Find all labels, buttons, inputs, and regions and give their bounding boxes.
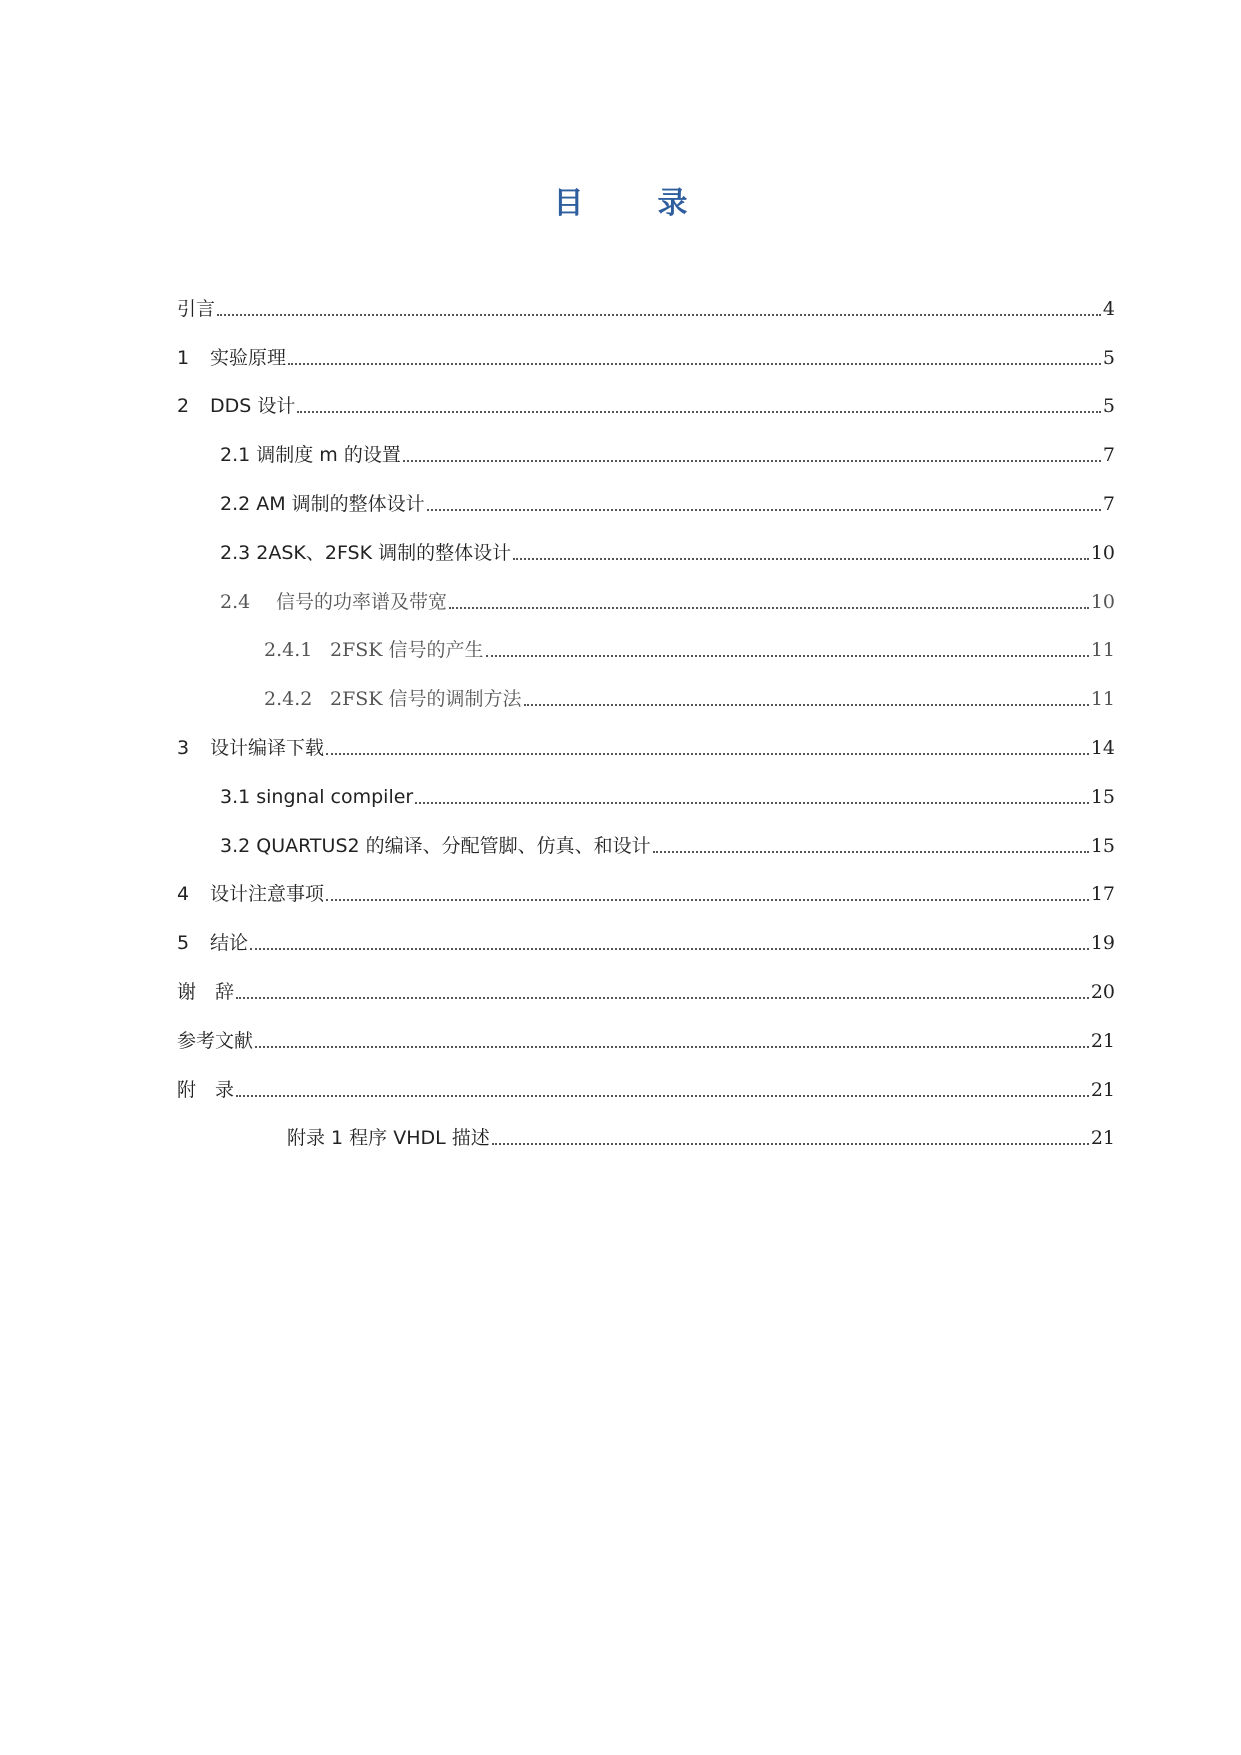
toc-entry-label: 设计注意事项 (210, 883, 325, 906)
toc-leader-dots (403, 460, 1101, 462)
toc-entry-label: 信号的功率谱及带宽 (276, 590, 448, 613)
toc-entry-appendix-1[interactable] (177, 1100, 1115, 1149)
toc-page-number: 7 (1102, 492, 1115, 515)
toc-leader-dots (288, 363, 1101, 365)
toc-leader-dots (217, 314, 1101, 316)
toc-entry-label: DDS 设计 (210, 395, 296, 418)
toc-page-number: 7 (1102, 444, 1115, 467)
toc-page-number: 5 (1102, 395, 1115, 418)
toc-entry-number: 2.4.2 (264, 688, 313, 711)
toc-entry-references[interactable] (177, 1002, 1115, 1051)
toc-entry-label: 3.1 singnal compiler (220, 785, 414, 808)
toc-entry-dds-design[interactable] (177, 368, 1115, 417)
toc-entry-compile-download[interactable] (177, 709, 1115, 758)
toc-leader-dots (653, 851, 1089, 853)
toc-entry-introduction[interactable] (177, 270, 1115, 319)
toc-entry-label: 附 录 (177, 1078, 235, 1101)
toc-entry-2-4-1[interactable] (177, 612, 1115, 661)
toc-entry-label: 谢 辞 (177, 980, 235, 1003)
toc-entry-label: 结论 (210, 932, 249, 955)
toc-page-number: 10 (1090, 541, 1115, 564)
toc-entry-appendix[interactable] (177, 1051, 1115, 1100)
toc-page-number: 19 (1090, 932, 1115, 955)
toc-entry-2-1[interactable] (177, 416, 1115, 465)
toc-entry-label: 2FSK 信号的调制方法 (330, 688, 522, 711)
toc-page-number: 14 (1090, 736, 1115, 759)
toc-entry-label: 引言 (177, 297, 216, 320)
toc-entry-label: 2FSK 信号的产生 (330, 639, 484, 662)
toc-leader-dots (250, 948, 1089, 950)
toc-leader-dots (326, 753, 1089, 755)
toc-page-number: 5 (1102, 346, 1115, 369)
toc-entry-2-4[interactable] (177, 563, 1115, 612)
toc-entry-number: 1 (177, 346, 190, 369)
toc-page-number: 21 (1090, 1078, 1115, 1101)
toc-page-number: 15 (1090, 785, 1115, 808)
toc-page-number: 21 (1090, 1029, 1115, 1052)
toc-page-number: 4 (1102, 297, 1115, 320)
toc-page-number: 17 (1090, 883, 1115, 906)
toc-entry-principle[interactable] (177, 319, 1115, 368)
toc-entry-number: 3 (177, 736, 190, 759)
toc-entry-label: 2.3 2ASK、2FSK 调制的整体设计 (220, 541, 512, 564)
toc-entry-number: 2.4 (220, 590, 251, 613)
toc-entry-2-3[interactable] (177, 514, 1115, 563)
toc-entry-3-2[interactable] (177, 807, 1115, 856)
toc-entry-number: 5 (177, 932, 190, 955)
toc-leader-dots (486, 655, 1089, 657)
toc-leader-dots (427, 509, 1101, 511)
toc-entry-label: 实验原理 (210, 346, 287, 369)
toc-page-number: 11 (1090, 639, 1115, 662)
toc-entry-number: 2 (177, 395, 190, 418)
toc-entry-2-2[interactable] (177, 465, 1115, 514)
table-of-contents (177, 270, 1115, 1148)
toc-entry-number: 4 (177, 883, 190, 906)
toc-entry-label: 参考文献 (177, 1029, 254, 1052)
toc-entry-conclusion[interactable] (177, 904, 1115, 953)
toc-page-number: 20 (1090, 980, 1115, 1003)
toc-leader-dots (255, 1046, 1089, 1048)
toc-leader-dots (326, 899, 1089, 901)
toc-leader-dots (513, 558, 1089, 560)
toc-entry-label: 2.1 调制度 m 的设置 (220, 444, 401, 467)
toc-leader-dots (415, 802, 1089, 804)
toc-leader-dots (492, 1143, 1089, 1145)
toc-leader-dots (236, 997, 1089, 999)
toc-entry-acknowledgement[interactable] (177, 953, 1115, 1002)
toc-leader-dots (236, 1095, 1089, 1097)
toc-entry-label: 3.2 QUARTUS2 的编译、分配管脚、仿真、和设计 (220, 834, 651, 857)
toc-page-number: 15 (1090, 834, 1115, 857)
toc-title: 目 录 (553, 186, 710, 221)
toc-leader-dots (297, 411, 1101, 413)
toc-entry-3-1[interactable] (177, 758, 1115, 807)
toc-leader-dots (449, 607, 1089, 609)
toc-entry-label: 设计编译下载 (210, 736, 325, 759)
toc-entry-2-4-2[interactable] (177, 660, 1115, 709)
toc-page-number: 11 (1090, 688, 1115, 711)
toc-entry-label: 附录 1 程序 VHDL 描述 (287, 1127, 490, 1150)
toc-entry-number: 2.4.1 (264, 639, 313, 662)
toc-page-number: 10 (1090, 590, 1115, 613)
toc-page-number: 21 (1090, 1127, 1115, 1150)
toc-entry-label: 2.2 AM 调制的整体设计 (220, 492, 425, 515)
toc-leader-dots (524, 704, 1089, 706)
toc-entry-precautions[interactable] (177, 856, 1115, 905)
